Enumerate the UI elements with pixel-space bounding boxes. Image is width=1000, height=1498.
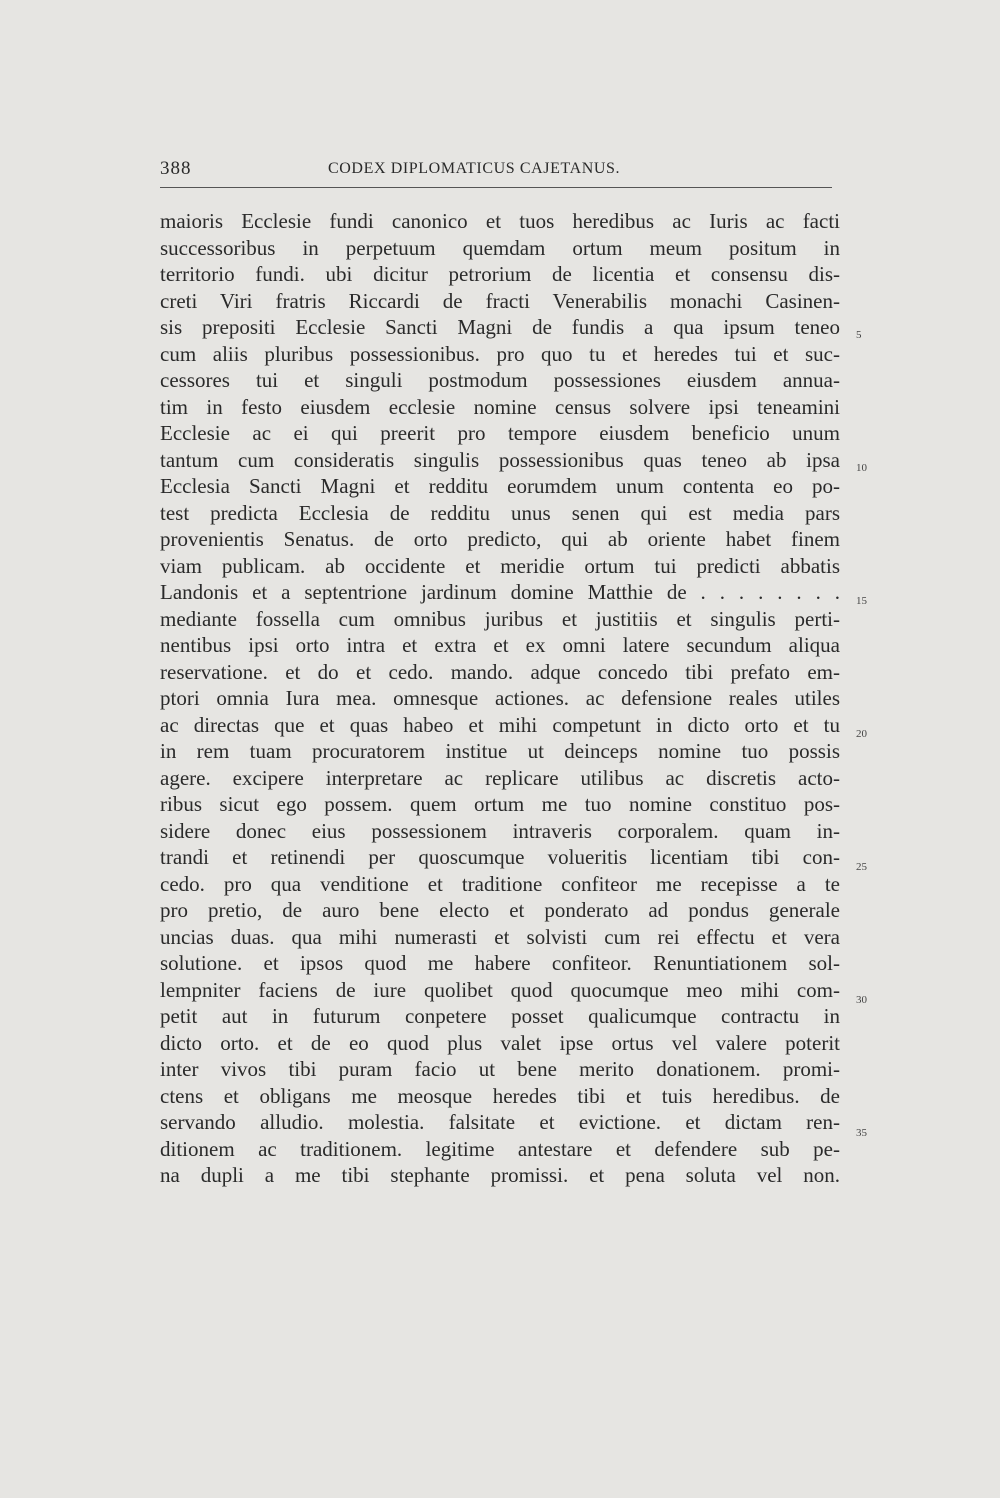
text-line: nentibus ipsi orto intra et extra et ex omni latere secundum aliqua xyxy=(160,633,840,657)
margin-line-number: 5 xyxy=(856,329,862,341)
margin-line-number: 35 xyxy=(856,1127,867,1139)
text-line: agere. excipere interpretare ac replicare utilibus ac discretis acto- xyxy=(160,765,840,790)
text-line: na dupli a me tibi stephante promissi. et pena soluta vel non. xyxy=(160,1163,840,1187)
margin-line-number: 30 xyxy=(856,994,867,1006)
text-line: cessores tui et singuli postmodum possessiones eiusdem annua- xyxy=(160,368,840,392)
margin-line-number: 15 xyxy=(856,595,867,607)
text-line: reservatione. et do et cedo. mando. adque concedo tibi prefato em- xyxy=(160,659,840,684)
running-title: CODEX DIPLOMATICUS CAJETANUS. xyxy=(328,160,621,177)
header-rule xyxy=(160,187,832,188)
text-line: viam publicam. ab occidente et meridie ortum tui predicti abbatis xyxy=(160,553,840,578)
text-line: mediante fossella cum omnibus juribus et justitiis et singulis perti- xyxy=(160,606,840,631)
text-line: test predicta Ecclesia de redditu unus senen qui est media pars xyxy=(160,500,840,525)
text-line: petit aut in futurum conpetere posset qualicumque contractu in xyxy=(160,1004,840,1028)
text-line: in rem tuam procuratorem institue ut deinceps nomine tuo possis xyxy=(160,739,840,763)
margin-line-number: 25 xyxy=(856,861,867,873)
text-line: Landonis et a septentrione jardinum domine Matthie de . . . . . . . . xyxy=(160,580,840,604)
text-line: Ecclesia Sancti Magni et redditu eorumdem unum contenta eo po- xyxy=(160,474,840,498)
text-line: territorio fundi. ubi dicitur petrorium de licentia et consensu dis- xyxy=(160,262,840,286)
text-line: ditionem ac traditionem. legitime antestare et defendere sub pe- xyxy=(160,1136,840,1161)
text-line: creti Viri fratris Riccardi de fracti Venerabilis monachi Casinen- xyxy=(160,288,840,313)
text-line: ac directas que et quas habeo et mihi competunt in dicto orto et tu xyxy=(160,712,840,737)
body-text xyxy=(160,208,840,1189)
text-line: provenientis Senatus. de orto predicto, qui ab oriente habet finem xyxy=(160,527,840,551)
text-line: trandi et retinendi per quoscumque volueritis licentiam tibi con- xyxy=(160,845,840,869)
text-line: tim in festo eiusdem ecclesie nomine census solvere ipsi teneamini xyxy=(160,394,840,419)
text-line: solutione. et ipsos quod me habere confiteor. Renuntiationem sol- xyxy=(160,951,840,975)
text-line: maioris Ecclesie fundi canonico et tuos heredibus ac Iuris ac facti xyxy=(160,209,840,233)
text-line: servando alludio. molestia. falsitate et evictione. et dictam ren- xyxy=(160,1110,840,1134)
text-line: inter vivos tibi puram facio ut bene merito donationem. promi- xyxy=(160,1057,840,1081)
text-line: lempniter faciens de iure quolibet quod quocumque meo mihi com- xyxy=(160,977,840,1002)
page-header xyxy=(160,158,832,182)
margin-line-number: 10 xyxy=(856,462,867,474)
text-line: tantum cum consideratis singulis possessionibus quas teneo ab ipsa xyxy=(160,447,840,472)
text-line: cum aliis pluribus possessionibus. pro quo tu et heredes tui et suc- xyxy=(160,341,840,366)
text-line: ptori omnia Iura mea. omnesque actiones. ac defensione reales utiles xyxy=(160,686,840,710)
text-line: pro pretio, de auro bene electo et ponderato ad pondus generale xyxy=(160,898,840,922)
text-line: Ecclesie ac ei qui preerit pro tempore eiusdem beneficio unum xyxy=(160,421,840,445)
text-line: cedo. pro qua venditione et traditione confiteor me recepisse a te xyxy=(160,871,840,896)
text-line: sidere donec eius possessionem intraveris corporalem. quam in- xyxy=(160,818,840,843)
page-number: 388 xyxy=(160,158,192,179)
text-line: ctens et obligans me meosque heredes tibi et tuis heredibus. de xyxy=(160,1083,840,1108)
text-line: successoribus in perpetuum quemdam ortum meum positum in xyxy=(160,235,840,260)
text-line: sis prepositi Ecclesie Sancti Magni de fundis a qua ipsum teneo xyxy=(160,315,840,339)
text-line: uncias duas. qua mihi numerasti et solvisti cum rei effectu et vera xyxy=(160,924,840,949)
margin-line-number: 20 xyxy=(856,728,867,740)
text-line: ribus sicut ego possem. quem ortum me tuo nomine constituo pos- xyxy=(160,792,840,816)
text-line: dicto orto. et de eo quod plus valet ipse ortus vel valere poterit xyxy=(160,1030,840,1055)
